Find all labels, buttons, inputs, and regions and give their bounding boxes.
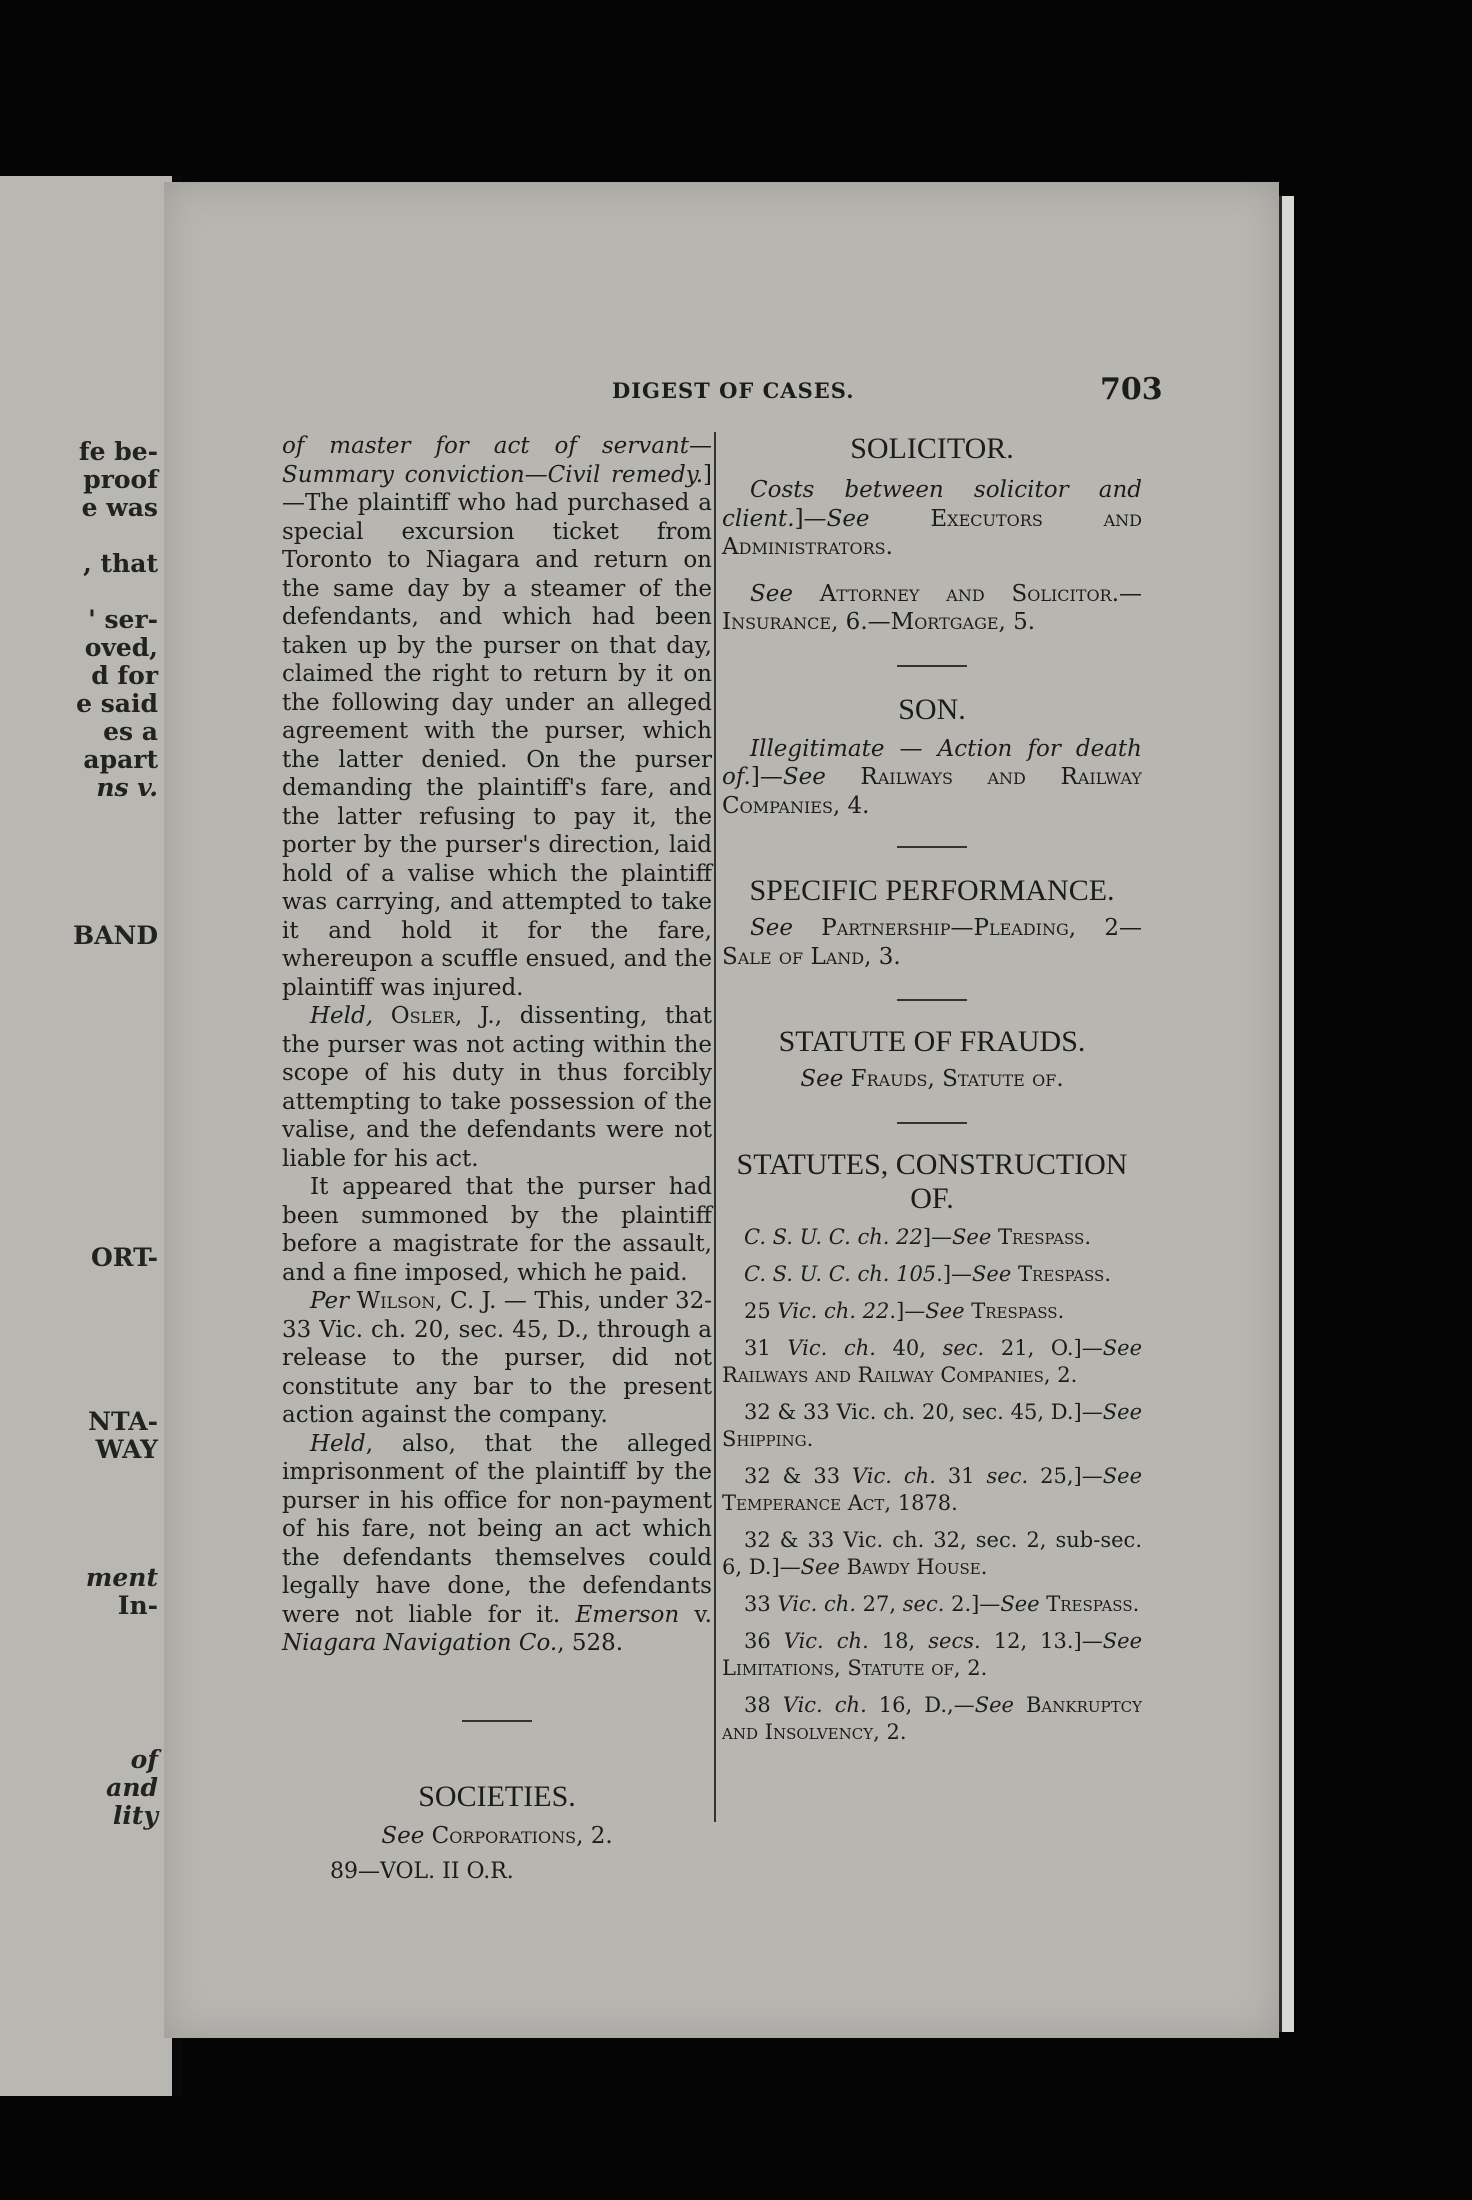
- case-paragraph-5: [282, 1430, 712, 1658]
- small-caps-text: Shipping: [722, 1426, 807, 1451]
- small-caps-text: Trespass: [997, 1224, 1085, 1249]
- text-run: .: [1056, 1066, 1064, 1092]
- left-column: [282, 432, 712, 1887]
- column-divider: [714, 432, 716, 1822]
- statute-entry: [722, 1463, 1142, 1517]
- left-page-text-fragment: d for: [91, 661, 158, 690]
- statutes-entry-list: [722, 1224, 1142, 1746]
- italic-text: Held: [310, 1430, 366, 1457]
- case-paragraph-1: [282, 432, 712, 1002]
- text-run: , 2.: [953, 1655, 988, 1680]
- italic-text: See: [972, 1261, 1018, 1286]
- heading-statute-of-frauds: STATUTE OF FRAUDS.: [778, 1025, 1086, 1058]
- italic-text: Vic. ch.: [852, 1463, 936, 1488]
- small-caps-text: Frauds, Statute of: [850, 1066, 1057, 1092]
- small-caps-text: Insurance: [722, 609, 832, 635]
- text-run: 12, 13.]—: [980, 1628, 1103, 1653]
- text-run: .: [980, 1554, 988, 1579]
- text-run: , also, that the alleged imprisonment of the plaintiff by the purser in his office for non-payment of his fare, not being an act which the defendants themselves could legally have done, the defendants were not liable for it.: [282, 1430, 712, 1628]
- text-run: v.: [679, 1601, 712, 1628]
- italic-text: See: [1102, 1628, 1143, 1653]
- text-run: 32 & 33: [744, 1463, 853, 1488]
- italic-text: sec.: [902, 1591, 945, 1616]
- heading-statutes-line-2: OF.: [910, 1181, 954, 1215]
- small-caps-text: Trespass: [1017, 1261, 1105, 1286]
- text-run: , 2.: [873, 1719, 907, 1744]
- italic-text: Vic. ch.: [777, 1591, 856, 1616]
- text-run: ]—: [922, 1224, 953, 1249]
- text-run: ]—: [750, 764, 783, 790]
- italic-text: See: [782, 764, 861, 790]
- left-page-text-fragment: apart: [83, 745, 158, 774]
- small-caps-text: Attorney and Solicitor: [819, 580, 1112, 607]
- text-run: .]—: [889, 1298, 926, 1323]
- text-run: 31: [935, 1463, 987, 1488]
- italic-text: Emerson: [575, 1601, 680, 1628]
- italic-text: Illegitimate — Action for death of.: [722, 735, 1142, 790]
- small-caps-text: Corporations: [431, 1822, 577, 1849]
- left-page-text-fragment: and: [106, 1773, 158, 1802]
- italic-text: See: [925, 1298, 972, 1323]
- right-column: [722, 432, 1142, 1746]
- text-run: , 1878.: [884, 1490, 958, 1515]
- small-caps-text: Bawdy House: [846, 1554, 981, 1579]
- heading-statutes-construction: [722, 1148, 1142, 1216]
- italic-text: See: [1000, 1591, 1047, 1616]
- italic-text: Vic. ch. 22: [777, 1298, 890, 1323]
- statute-entry: [722, 1399, 1142, 1453]
- heading-societies: SOCIETIES.: [418, 1779, 576, 1813]
- italic-text: C. S. U. C. ch. 22: [744, 1224, 923, 1249]
- case-paragraph-3: [282, 1173, 712, 1287]
- italic-text: Costs between solicitor and client.: [722, 477, 1142, 532]
- italic-text: sec.: [942, 1335, 985, 1360]
- small-caps-text: Executors and Administrators: [722, 505, 1142, 560]
- specific-performance-entry: [722, 914, 1142, 971]
- text-run: 32 & 33 Vic. ch. 32, sec. 2, sub-sec. 6, D.]—: [722, 1527, 1142, 1579]
- italic-text: Niagara Navigation Co.: [282, 1630, 558, 1656]
- small-caps-text: Railways and Railway Companies: [722, 764, 1142, 819]
- text-run: 31: [744, 1335, 788, 1360]
- text-run: , 2—: [1068, 915, 1142, 941]
- small-caps-text: Trespass: [1046, 1591, 1133, 1616]
- small-caps-text: Partnership: [821, 915, 951, 941]
- text-run: , 2.: [576, 1822, 613, 1849]
- running-head: DIGEST OF CASES.: [612, 378, 855, 403]
- statute-entry: [722, 1527, 1142, 1581]
- small-caps-text: Bankruptcy and Insolvency: [722, 1692, 1142, 1744]
- left-page-text-fragment: of: [130, 1745, 158, 1774]
- case-paragraph-4: [282, 1287, 712, 1430]
- italic-text: Held,: [310, 1003, 391, 1029]
- italic-text: Per: [310, 1288, 357, 1314]
- italic-text: See: [750, 915, 822, 941]
- statute-entry: [722, 1591, 1142, 1618]
- italic-text: See: [974, 1692, 1026, 1717]
- page-edge: [1279, 196, 1294, 2032]
- text-run: , 2.: [1043, 1362, 1078, 1387]
- left-page-text-fragment: proof: [83, 465, 158, 494]
- text-run: 36: [744, 1628, 784, 1653]
- text-run: 21, O.]—: [984, 1335, 1103, 1360]
- left-page-text-fragment: fe be-: [78, 437, 158, 466]
- small-caps-text: Railways and Railway Companies: [722, 1362, 1044, 1387]
- text-run: , 3.: [864, 943, 901, 970]
- text-run: ]—The plaintiff who had purchased a special excursion ticket from Toronto to Niagara and return on the same day by a steamer of the defendants, and which had been taken up by the purser on that day, claimed the right to return by it on the following day under an alleged agreement with the purser, which the latter denied. On the purser demanding the plaintiff's fare, and the latter refusing to pay it, the porter by the purser's direction, laid hold of a valise which the plaintiff was carrying, and attempted to take it and hold it for the fare, whereupon a scuffle ensued, and the plaintiff was injured.: [282, 461, 712, 1001]
- italic-text: Vic. ch.: [787, 1335, 876, 1360]
- text-run: It appeared that the purser had been summoned by the plaintiff before a magistrate for the assault, and a fine imposed, which he paid.: [282, 1174, 712, 1286]
- text-run: .: [1132, 1591, 1140, 1616]
- small-caps-text: Wilson: [356, 1288, 436, 1314]
- solicitor-entry-2: [722, 580, 1142, 637]
- statute-entry: [722, 1335, 1142, 1389]
- left-page-text-fragment: lity: [112, 1801, 158, 1830]
- text-run: 27,: [856, 1591, 903, 1616]
- statute-entry: [722, 1628, 1142, 1682]
- text-run: , 4.: [832, 792, 870, 819]
- italic-text: of master for act of servant—Summary conviction—Civil remedy.: [282, 433, 712, 488]
- italic-text: See: [826, 505, 931, 532]
- heading-solicitor: SOLICITOR.: [850, 432, 1014, 465]
- solicitor-entry-1: [722, 476, 1142, 562]
- italic-text: See: [800, 1554, 847, 1579]
- heading-son: SON.: [898, 692, 966, 726]
- text-run: .—: [1111, 580, 1142, 607]
- son-entry: [722, 735, 1142, 821]
- left-page-text-fragment: e said: [76, 689, 158, 718]
- heading-specific-performance: SPECIFIC PERFORMANCE.: [749, 874, 1115, 907]
- text-run: 25,]—: [1028, 1463, 1103, 1488]
- text-run: ]—: [794, 505, 827, 532]
- text-run: .: [1104, 1261, 1112, 1286]
- left-page-fragment: [0, 176, 172, 2096]
- italic-text: See: [750, 580, 820, 607]
- left-page-text-fragment: WAY: [95, 1435, 158, 1464]
- left-page-text-fragment: ' ser-: [88, 605, 158, 634]
- text-run: .: [885, 534, 893, 560]
- text-run: .: [1057, 1298, 1065, 1323]
- case-paragraph-2: [282, 1002, 712, 1173]
- italic-text: See: [952, 1224, 998, 1249]
- text-run: 2.]—: [944, 1591, 1001, 1616]
- left-page-text-fragment: ment: [85, 1563, 158, 1592]
- statute-entry: [722, 1298, 1142, 1325]
- statute-of-frauds-entry: [722, 1065, 1142, 1094]
- small-caps-text: Pleading: [973, 915, 1069, 941]
- statute-entry: [722, 1224, 1142, 1251]
- italic-text: See: [381, 1822, 432, 1849]
- text-run: 38: [744, 1692, 783, 1717]
- societies-cross-reference: [282, 1822, 712, 1851]
- text-run: .]—: [936, 1261, 973, 1286]
- left-page-text-fragment: NTA-: [88, 1407, 158, 1436]
- left-page-text-fragment: e was: [81, 493, 158, 522]
- text-run: 18,: [868, 1628, 929, 1653]
- heading-statutes-line-1: STATUTES, CONSTRUCTION: [736, 1147, 1128, 1181]
- left-page-text-fragment: es a: [103, 717, 158, 746]
- text-run: 40,: [875, 1335, 943, 1360]
- text-run: 25: [744, 1298, 778, 1323]
- text-run: , J., dissenting, that the purser was not acting within the scope of his duty in thus forcibly attempting to take possession of the valise, and the defendants were not liable for his act.: [282, 1003, 712, 1172]
- text-run: 16, D.,—: [866, 1692, 975, 1717]
- italic-text: See: [1102, 1463, 1142, 1488]
- text-run: , 528.: [557, 1630, 624, 1656]
- left-page-text-fragment: BAND: [72, 921, 158, 950]
- italic-text: sec.: [986, 1463, 1029, 1488]
- left-page-text-fragment: oved,: [84, 633, 158, 662]
- small-caps-text: Limitations, Statute of: [722, 1655, 954, 1680]
- italic-text: C. S. U. C. ch. 105: [744, 1261, 937, 1286]
- text-run: 32 & 33 Vic. ch. 20, sec. 45, D.]—: [744, 1399, 1103, 1424]
- italic-text: Vic. ch.: [783, 1628, 869, 1653]
- text-run: 33: [744, 1591, 778, 1616]
- left-page-text-fragment: ORT-: [91, 1243, 158, 1272]
- small-caps-text: Osler: [390, 1003, 455, 1029]
- italic-text: See: [800, 1066, 851, 1092]
- left-page-text-fragment: ns v.: [96, 773, 158, 802]
- small-caps-text: Mortgage: [890, 609, 999, 635]
- text-run: , C. J. — This, under 32-33 Vic. ch. 20, sec. 45, D., through a release to the purser, did not constitute any bar to the present action against the company.: [282, 1288, 713, 1428]
- left-page-text-fragment: , that: [83, 549, 158, 578]
- italic-text: See: [1102, 1399, 1142, 1424]
- text-run: .: [806, 1426, 814, 1451]
- text-run: , 5.: [998, 609, 1036, 635]
- italic-text: Vic. ch.: [782, 1692, 867, 1717]
- small-caps-text: Sale of Land: [722, 943, 865, 970]
- text-run: , 6.—: [831, 609, 891, 635]
- signature-mark: 89—VOL. II O.R.: [330, 1859, 514, 1884]
- page-number: 703: [1100, 372, 1163, 407]
- text-run: .: [1084, 1224, 1091, 1249]
- statute-entry: [722, 1692, 1142, 1746]
- left-page-text-fragment: In-: [117, 1591, 158, 1620]
- italic-text: secs.: [928, 1628, 981, 1653]
- text-run: —: [950, 915, 974, 941]
- small-caps-text: Temperance Act: [722, 1490, 885, 1515]
- italic-text: See: [1102, 1335, 1142, 1360]
- statute-entry: [722, 1261, 1142, 1288]
- small-caps-text: Trespass: [971, 1298, 1058, 1323]
